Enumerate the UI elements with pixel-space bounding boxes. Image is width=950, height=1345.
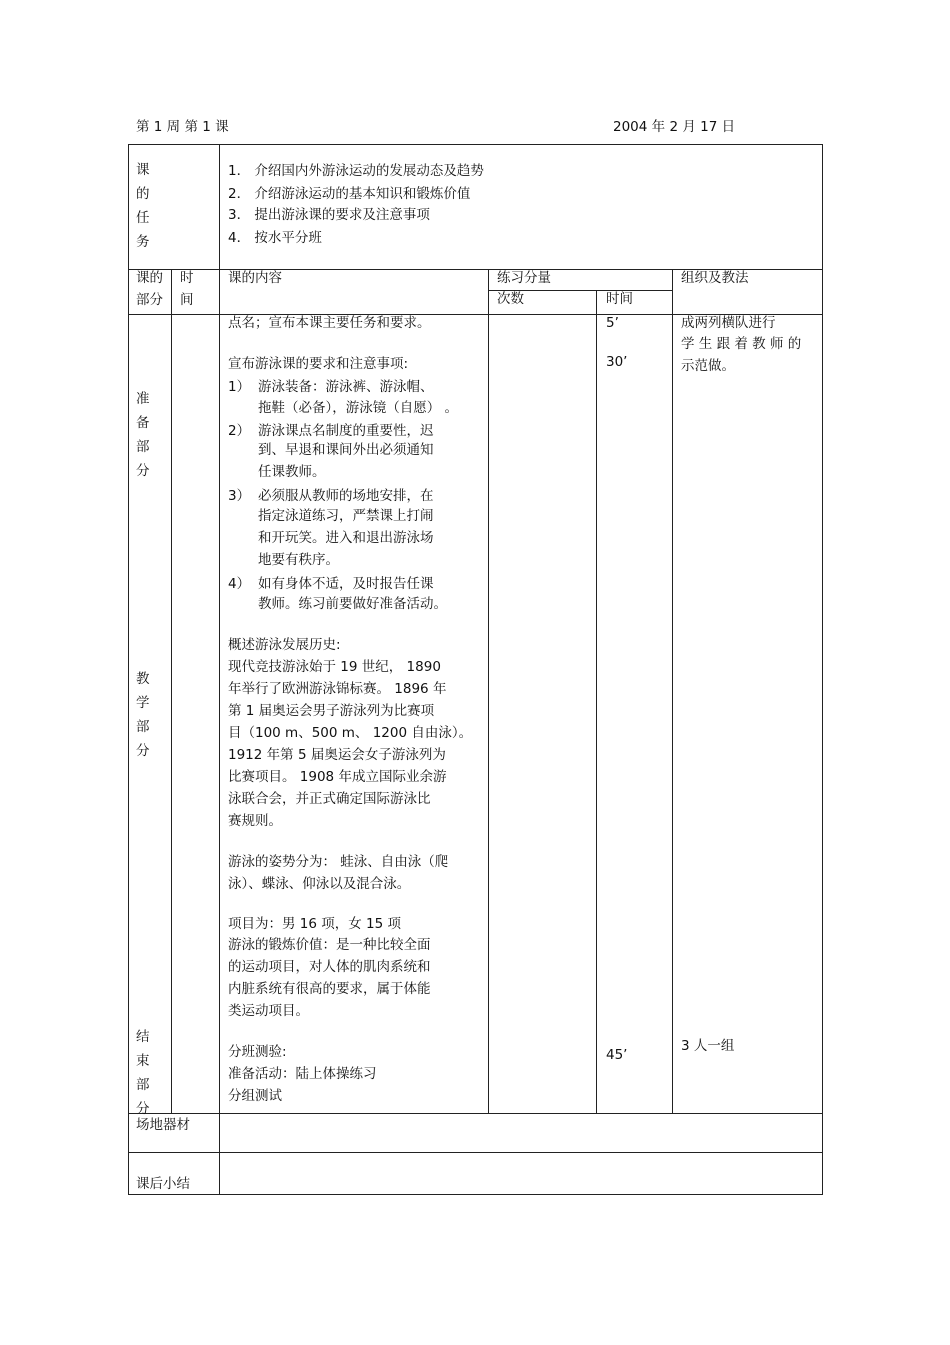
content-line: 教师。练习前要做好准备活动。 bbox=[258, 596, 447, 612]
content-line: 游泳的姿势分为： 蛙泳、自由泳（爬 bbox=[228, 854, 449, 870]
org-text: 示范做。 bbox=[681, 358, 735, 374]
section-char: 教 bbox=[136, 671, 150, 687]
content-line: 现代竞技游泳始于 19 世纪， 1890 bbox=[228, 659, 441, 675]
table-border-top bbox=[128, 144, 823, 145]
content-line: 必须服从教师的场地安排，在 bbox=[258, 488, 434, 504]
req-number: 2） bbox=[228, 423, 251, 439]
content-line: 到、早退和课间外出必须通知 bbox=[258, 442, 434, 458]
org-text: 3 人一组 bbox=[681, 1038, 735, 1054]
table-border-left bbox=[128, 144, 129, 1195]
summary-label: 课后小结 bbox=[136, 1176, 190, 1192]
table-border-right bbox=[822, 144, 823, 1195]
content-line: 赛规则。 bbox=[228, 813, 282, 829]
task-label-char: 务 bbox=[136, 234, 150, 250]
part-time-divider bbox=[171, 269, 172, 1113]
content-line: 如有身体不适，及时报告任课 bbox=[258, 576, 434, 592]
task-label-divider bbox=[219, 144, 220, 269]
count-duration-divider bbox=[596, 290, 597, 1113]
section-char: 学 bbox=[136, 695, 150, 711]
section-teach-label bbox=[136, 673, 150, 769]
duration-value: 5’ bbox=[606, 315, 619, 331]
section-end-label bbox=[136, 1031, 150, 1127]
content-line: 内脏系统有很高的要求，属于体能 bbox=[228, 981, 431, 997]
content-line: 目（100 m、500 m、 1200 自由泳）。 bbox=[228, 725, 473, 741]
section-char: 备 bbox=[136, 415, 150, 431]
body-divider bbox=[128, 1113, 823, 1114]
content-line: 概述游泳发展历史: bbox=[228, 637, 341, 653]
req-number: 1） bbox=[228, 379, 251, 395]
req-number: 3） bbox=[228, 488, 251, 504]
week-course-label: 第 1 周 第 1 课 bbox=[136, 119, 229, 135]
content-line: 宣布游泳课的要求和注意事项: bbox=[228, 356, 409, 372]
section-char: 部 bbox=[136, 719, 150, 735]
content-line: 准备活动：陆上体操练习 bbox=[228, 1066, 377, 1082]
content-exercise-divider bbox=[488, 269, 489, 1113]
task-item: 3． 提出游泳课的要求及注意事项 bbox=[228, 207, 430, 223]
section-prep-label bbox=[136, 393, 150, 489]
content-line: 年举行了欧洲游泳锦标赛。 1896 年 bbox=[228, 681, 447, 697]
col-count-label: 次数 bbox=[497, 291, 524, 307]
col-time-label: 时 bbox=[180, 270, 194, 286]
content-line: 游泳课点名制度的重要性，迟 bbox=[258, 423, 434, 439]
content-line: 泳联合会，并正式确定国际游泳比 bbox=[228, 791, 431, 807]
content-line: 拖鞋（必备），游泳镜（自愿） 。 bbox=[258, 400, 459, 416]
task-label-char: 任 bbox=[136, 210, 150, 226]
content-line: 1912 年第 5 届奥运会女子游泳列为 bbox=[228, 747, 446, 763]
section-char: 结 bbox=[136, 1029, 150, 1045]
org-text: 学 生 跟 着 教 师 的 bbox=[681, 336, 802, 352]
org-text: 成两列横队进行 bbox=[681, 315, 776, 331]
content-line: 地要有秩序。 bbox=[258, 552, 339, 568]
content-line: 和开玩笑。进入和退出游泳场 bbox=[258, 530, 434, 546]
time-content-divider bbox=[219, 269, 220, 1195]
req-number: 4） bbox=[228, 576, 251, 592]
content-line: 项目为：男 16 项，女 15 项 bbox=[228, 916, 402, 932]
content-line: 分班测验: bbox=[228, 1044, 287, 1060]
task-item: 1． 介绍国内外游泳运动的发展动态及趋势 bbox=[228, 163, 484, 179]
section-char: 束 bbox=[136, 1053, 150, 1069]
section-char: 分 bbox=[136, 463, 150, 479]
date-label: 2004 年 2 月 17 日 bbox=[613, 119, 736, 135]
col-content-label: 课的内容 bbox=[228, 270, 282, 286]
task-label bbox=[136, 164, 150, 260]
section-char: 分 bbox=[136, 1101, 150, 1117]
task-item: 4． 按水平分班 bbox=[228, 230, 322, 246]
task-item: 2． 介绍游泳运动的基本知识和锻炼价值 bbox=[228, 186, 471, 202]
content-line: 泳）、蝶泳、仰泳以及混合泳。 bbox=[228, 876, 411, 892]
col-exercise-label: 练习分量 bbox=[497, 270, 551, 286]
section-char: 准 bbox=[136, 391, 150, 407]
content-line: 分组测试 bbox=[228, 1088, 282, 1104]
table-border-bottom bbox=[128, 1194, 823, 1195]
content-line: 任课教师。 bbox=[258, 464, 326, 480]
content-line: 第 1 届奥运会男子游泳列为比赛项 bbox=[228, 703, 435, 719]
content-line: 比赛项目。 1908 年成立国际业余游 bbox=[228, 769, 447, 785]
task-label-char: 课 bbox=[136, 162, 150, 178]
col-part-label: 课的 bbox=[136, 270, 163, 286]
col-duration-label: 时间 bbox=[606, 291, 633, 307]
venue-label: 场地器材 bbox=[136, 1117, 190, 1133]
task-label-char: 的 bbox=[136, 186, 150, 202]
section-char: 部 bbox=[136, 439, 150, 455]
col-org-label: 组织及教法 bbox=[681, 270, 749, 286]
content-line: 点名；宣布本课主要任务和要求。 bbox=[228, 315, 431, 331]
content-line: 游泳的锻炼价值：是一种比较全面 bbox=[228, 937, 431, 953]
content-line: 指定泳道练习，严禁课上打闹 bbox=[258, 508, 434, 524]
duration-value: 45’ bbox=[606, 1047, 628, 1063]
content-line: 的运动项目，对人体的肌肉系统和 bbox=[228, 959, 431, 975]
content-line: 类运动项目。 bbox=[228, 1003, 309, 1019]
venue-divider bbox=[128, 1152, 823, 1153]
content-line: 游泳装备：游泳裤、游泳帽、 bbox=[258, 379, 434, 395]
section-char: 部 bbox=[136, 1077, 150, 1093]
col-part-label: 部分 bbox=[136, 292, 163, 308]
exercise-org-divider bbox=[672, 269, 673, 1113]
section-char: 分 bbox=[136, 743, 150, 759]
duration-value: 30’ bbox=[606, 354, 628, 370]
col-time-label: 间 bbox=[180, 292, 194, 308]
